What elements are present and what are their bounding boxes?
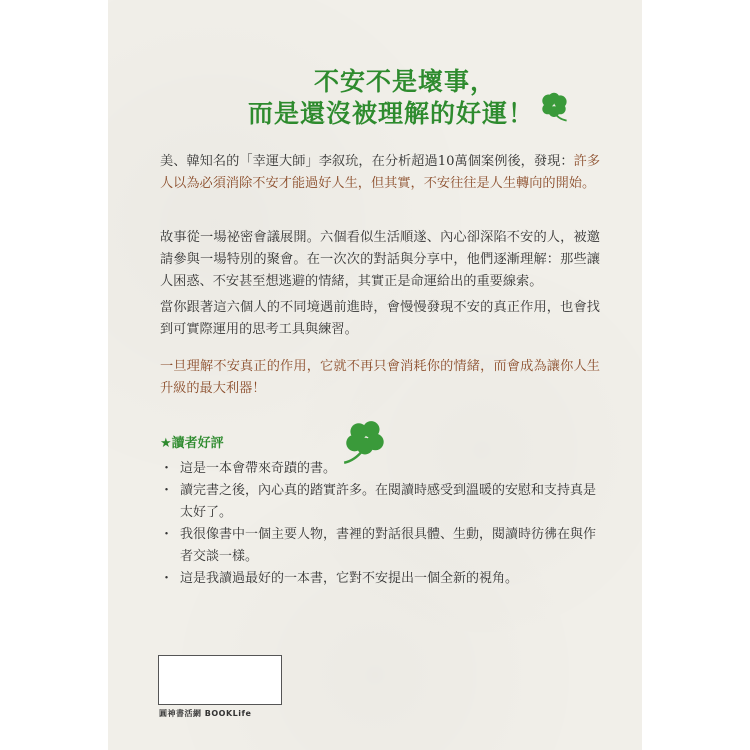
- review-item: [160, 480, 600, 524]
- book-back-cover: [108, 0, 642, 750]
- bullet: ・: [160, 483, 174, 498]
- reviews-heading: ★讀者好評: [160, 436, 224, 451]
- intro-text: 美、韓知名的「幸運大師」李叙玧，在分析超過10萬個案例後，發現：: [160, 154, 574, 169]
- review-text: 這是我讀過最好的一本書，它對不安提出一個全新的視角。: [180, 571, 519, 586]
- intro-highlight-text: 許多人以為必須消除不安才能過好人生，但其實，不安往往是人生轉向的開始。: [160, 154, 601, 191]
- intro-paragraph: [160, 151, 600, 195]
- four-leaf-clover-icon: [536, 90, 572, 126]
- conclusion-paragraph: 一旦理解不安真正的作用，它就不再只會消耗你的情緒，而會成為讓你人生升級的最大利器！: [160, 359, 600, 396]
- headline-line-2: 而是還沒被理解的好運！: [247, 99, 534, 128]
- barcode-placeholder: [158, 655, 282, 705]
- story-paragraph: 故事從一場祕密會議展開。六個看似生活順遂、內心卻深陷不安的人，被邀請參與一場特別的聚會。在一次次的對話與分享中，他們逐漸理解：那些讓人困惑、不安甚至想逃避的情緒，其實正是命運給出的重要線索。: [160, 230, 600, 289]
- review-item: [160, 568, 600, 590]
- review-text: 這是一本會帶來奇蹟的書。: [180, 461, 337, 476]
- review-item: [160, 524, 600, 568]
- journey-paragraph: 當你跟著這六個人的不同境遇前進時，會慢慢發現不安的真正作用，也會找到可實際運用的思考工具與練習。: [160, 300, 600, 337]
- review-item: [160, 458, 600, 480]
- bullet: ・: [160, 461, 174, 476]
- publisher-logo-text: 圓神書活網 BOOKLife: [159, 709, 252, 718]
- bullet: ・: [160, 527, 174, 542]
- review-text: 讀完書之後，內心真的踏實許多。在閱讀時感受到溫暖的安慰和支持真是太好了。: [180, 483, 597, 520]
- bullet: ・: [160, 571, 174, 586]
- review-text: 我很像書中一個主要人物，書裡的對話很具體、生動，閱讀時彷彿在與作者交談一樣。: [180, 527, 597, 564]
- headline-line-1: 不安不是壞事，: [313, 67, 496, 96]
- reviews-list: [160, 458, 600, 590]
